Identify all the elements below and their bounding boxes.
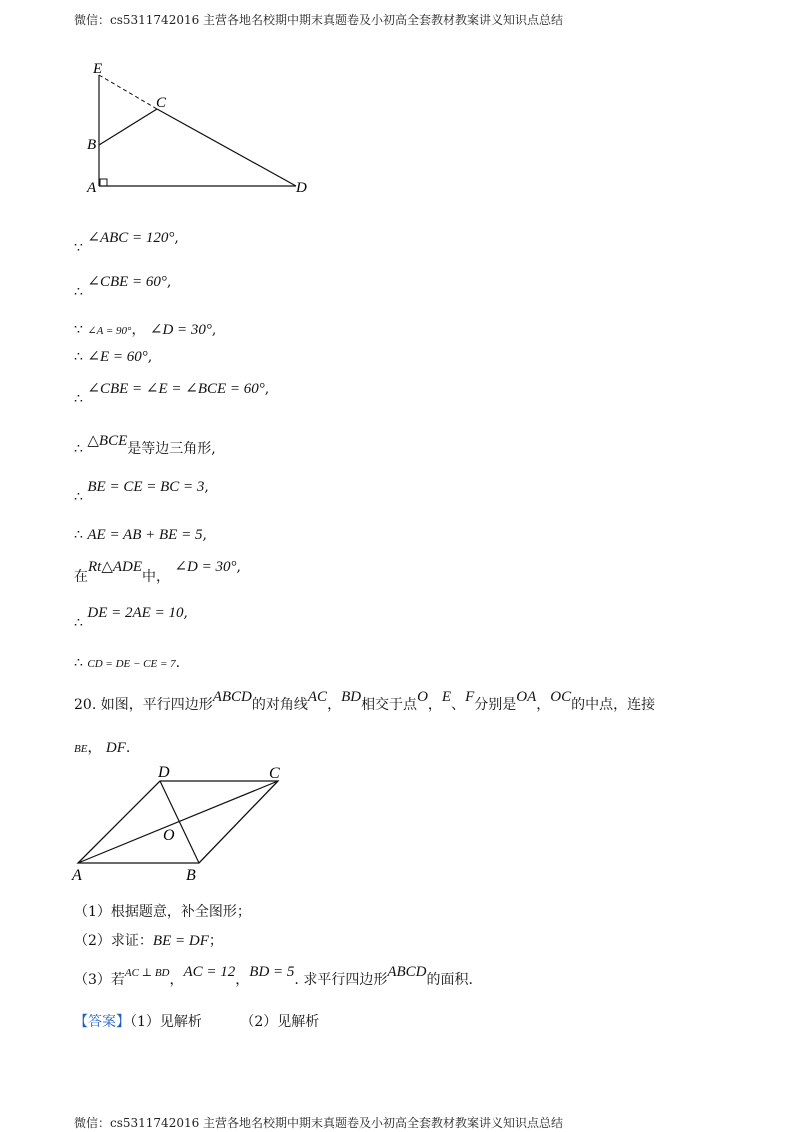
solution-line-6: ∴ △BCE是等边三角形, (74, 433, 216, 457)
label-b: B (186, 867, 196, 884)
right-angle-mark (100, 179, 107, 186)
subquestion-3: （3）若$^{AC \perp BD}$，AC = 12，BD = 5. 求平行四边形ABCD的面积. (74, 964, 473, 988)
solution-line-8: ∴ AE = AB + BE = 5, (74, 527, 207, 543)
solution-line-7: ∴ BE = CE = BC = 3, (74, 479, 209, 505)
label-c: C (156, 95, 167, 111)
figure-parallelogram-abcd (68, 762, 298, 890)
segment-ec-dashed (99, 75, 157, 109)
label-o: O (163, 827, 175, 844)
segment-cd (157, 109, 296, 186)
solution-line-2: ∴ ∠CBE = 60°, (74, 274, 172, 300)
solution-line-4: ∴ ∠E = 60°, (74, 349, 153, 365)
subquestion-1: （1）根据题意，补全图形； (74, 904, 251, 920)
solution-line-10: ∴ DE = 2AE = 10, (74, 605, 188, 631)
label-c: C (269, 765, 280, 782)
solution-line-11: ∴ CD = DE − CE = 7. (74, 655, 181, 671)
answer-line: 【答案】（1）见解析 （2）见解析 (74, 1014, 320, 1030)
solution-line-9: 在Rt△ADE中， ∠D = 30°, (74, 559, 241, 585)
problem-20-statement-cont: BE， DF. (74, 740, 131, 756)
label-e: E (93, 61, 103, 77)
page-header: 微信：cs5311742016 主营各地名校期中期末真题卷及小初高全套教材教案讲义知识点总结 (74, 13, 564, 27)
diagonal-ac (78, 781, 278, 863)
label-a: A (87, 180, 97, 196)
segment-bc (99, 109, 157, 145)
subquestion-2: （2）求证：BE = DF； (74, 933, 223, 949)
label-d: D (296, 180, 307, 196)
solution-line-1: ∵ ∠ABC = 120°, (74, 230, 179, 256)
problem-20-statement: 20. 如图，平行四边形ABCD的对角线AC，BD相交于点O，E、F分别是OA，OC的中点，连接 (74, 689, 656, 713)
page-footer: 微信：cs5311742016 主营各地名校期中期末真题卷及小初高全套教材教案讲义知识点总结 (74, 1116, 564, 1130)
solution-line-5: ∴ ∠CBE = ∠E = ∠BCE = 60°, (74, 381, 270, 407)
solution-line-3: ∵ ∠A = 90°， ∠D = 30°, (74, 322, 217, 338)
diagonal-bd (160, 781, 199, 863)
label-a: A (72, 867, 82, 884)
figure-quadrilateral-abcd (80, 58, 320, 198)
label-d: D (158, 764, 170, 781)
label-b: B (87, 137, 97, 153)
answer-label: 【答案】 (74, 1014, 130, 1030)
